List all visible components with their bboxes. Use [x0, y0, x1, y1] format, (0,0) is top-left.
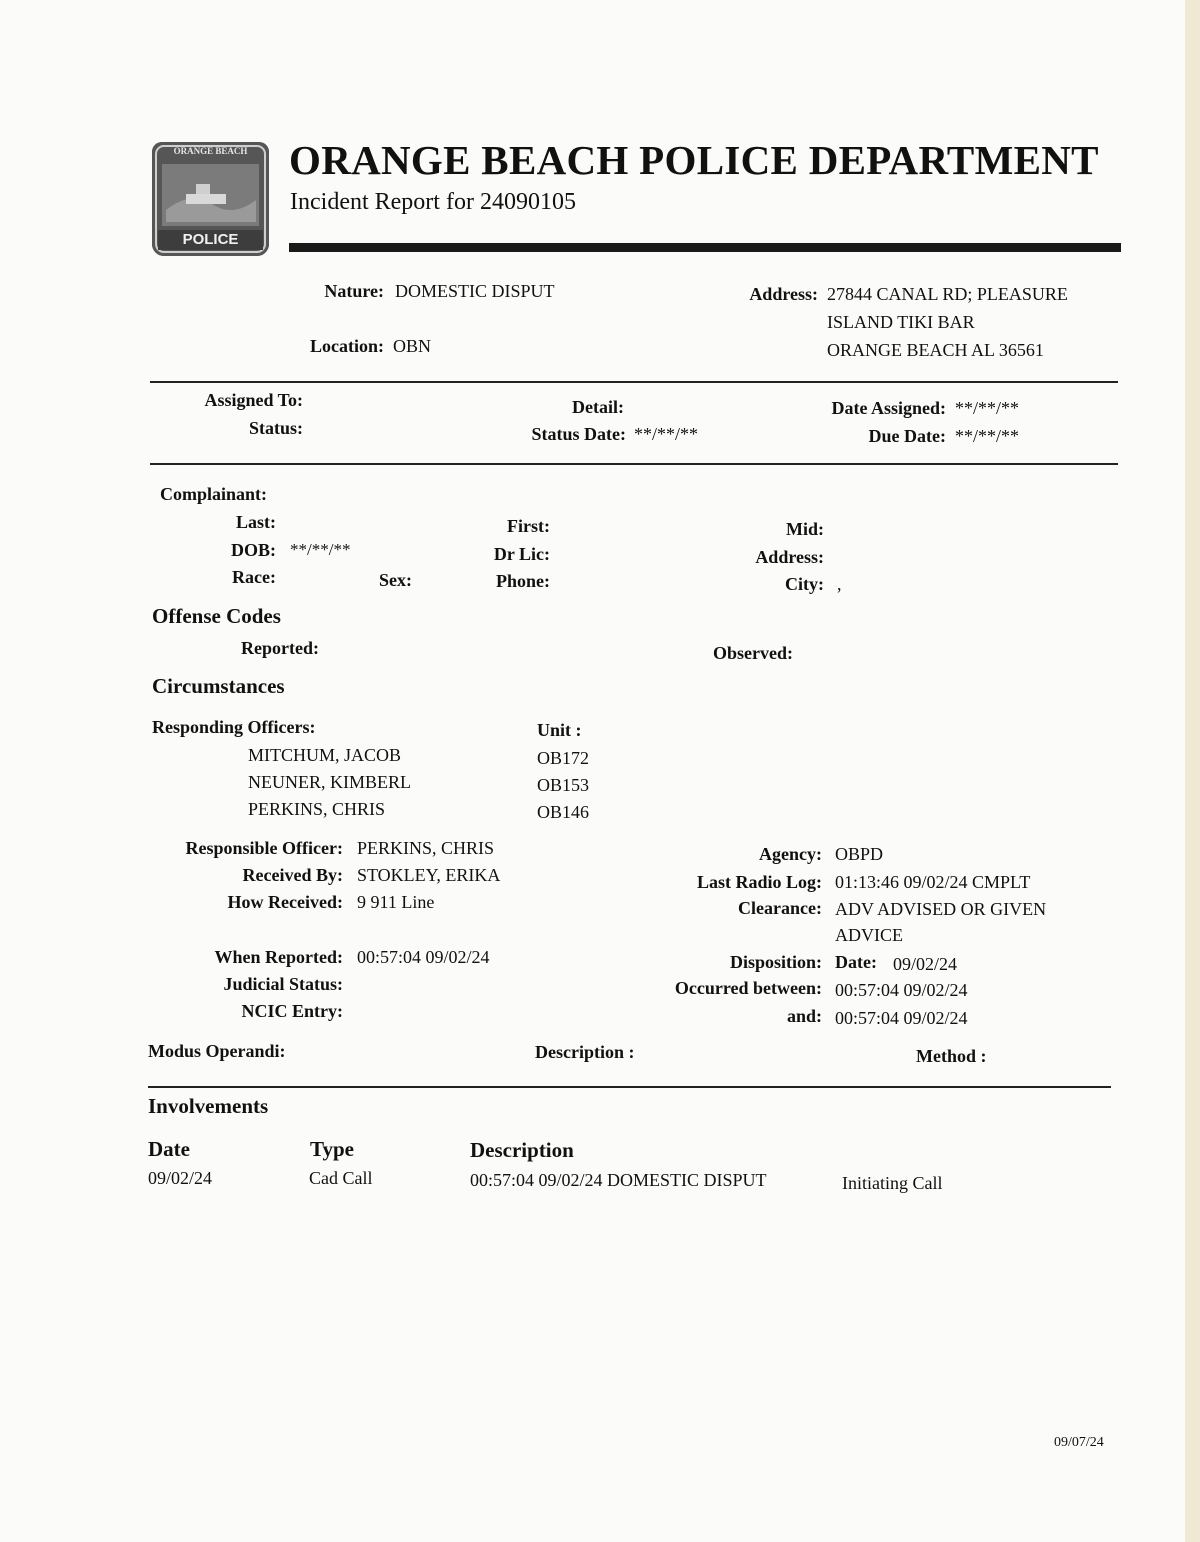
- ncic-entry-label: NCIC Entry:: [241, 1001, 343, 1021]
- unit-label: Unit :: [537, 720, 582, 740]
- assigned-to-label: Assigned To:: [204, 390, 303, 410]
- report-subtitle: Incident Report for 24090105: [290, 189, 576, 215]
- dob-value: **/**/**: [290, 540, 351, 559]
- last-label: Last:: [236, 512, 276, 532]
- responding-officers-label: Responding Officers:: [152, 717, 316, 737]
- divider: [150, 381, 1118, 383]
- status-date-value: **/**/**: [634, 424, 699, 444]
- involvements-heading: Involvements: [148, 1094, 269, 1118]
- occurred-and-label: and:: [786, 1006, 822, 1026]
- responsible-officer-value: PERKINS, CHRIS: [357, 838, 495, 858]
- drlic-label: Dr Lic:: [493, 544, 550, 564]
- clearance-value-line-1: ADV ADVISED OR GIVEN: [835, 899, 1047, 919]
- observed-label: Observed:: [713, 643, 793, 663]
- judicial-status-label: Judicial Status:: [223, 974, 343, 994]
- divider: [148, 1086, 1111, 1088]
- clearance-label: Clearance:: [738, 898, 822, 918]
- dob-label: DOB:: [231, 540, 276, 560]
- when-reported-label: When Reported:: [214, 947, 343, 967]
- col-type-header: Type: [310, 1137, 354, 1161]
- col-date-header: Date: [148, 1137, 190, 1161]
- col-description-header: Description: [470, 1138, 574, 1162]
- status-label: Status:: [248, 418, 303, 438]
- due-date-label: Due Date:: [868, 426, 946, 446]
- city-label: City:: [785, 574, 824, 594]
- due-date-value: **/**/**: [955, 426, 1020, 446]
- location-label: Location:: [310, 336, 384, 356]
- offense-codes-heading: Offense Codes: [152, 604, 281, 628]
- last-radio-log-value: 01:13:46 09/02/24 CMPLT: [835, 872, 1031, 892]
- officer-name: NEUNER, KIMBERL: [248, 772, 411, 792]
- disposition-date-label: Date:: [835, 952, 877, 972]
- occurred-between-label: Occurred between:: [674, 978, 822, 998]
- description-label: Description :: [535, 1042, 635, 1062]
- complainant-heading: Complainant:: [160, 484, 268, 504]
- date-assigned-value: **/**/**: [955, 398, 1020, 418]
- sex-label: Sex:: [379, 570, 412, 590]
- how-received-label: How Received:: [227, 892, 343, 912]
- disposition-date-value: 09/02/24: [893, 954, 958, 974]
- department-title: ORANGE BEACH POLICE DEPARTMENT: [289, 137, 1099, 183]
- involvement-description: 00:57:04 09/02/24 DOMESTIC DISPUT: [470, 1170, 767, 1190]
- location-value: OBN: [393, 336, 432, 356]
- date-assigned-label: Date Assigned:: [831, 398, 946, 418]
- address-line-3: ORANGE BEACH AL 36561: [827, 340, 1044, 360]
- officer-name: MITCHUM, JACOB: [248, 745, 402, 765]
- page-edge: [1185, 0, 1200, 1542]
- header-rule: [289, 243, 1121, 252]
- involvement-date: 09/02/24: [148, 1168, 213, 1188]
- officer-name: PERKINS, CHRIS: [248, 799, 386, 819]
- received-by-label: Received By:: [242, 865, 343, 885]
- received-by-value: STOKLEY, ERIKA: [357, 865, 501, 885]
- officer-unit: OB172: [537, 748, 590, 768]
- responsible-officer-label: Responsible Officer:: [185, 838, 343, 858]
- status-date-label: Status Date:: [531, 424, 626, 444]
- officer-unit: OB146: [537, 802, 590, 822]
- nature-label: Nature:: [324, 281, 384, 301]
- divider: [150, 463, 1118, 465]
- last-radio-log-label: Last Radio Log:: [696, 872, 822, 892]
- occurred-from-value: 00:57:04 09/02/24: [835, 980, 968, 1000]
- how-received-value: 9 911 Line: [357, 892, 435, 912]
- detail-label: Detail:: [572, 397, 624, 417]
- nature-value: DOMESTIC DISPUT: [395, 281, 555, 301]
- reported-label: Reported:: [241, 638, 319, 658]
- agency-value: OBPD: [835, 844, 884, 864]
- badge-bottom-text: POLICE: [182, 231, 239, 248]
- when-reported-value: 00:57:04 09/02/24: [357, 947, 490, 967]
- clearance-value-line-2: ADVICE: [835, 925, 903, 945]
- address-line-2: ISLAND TIKI BAR: [827, 312, 975, 332]
- circumstances-heading: Circumstances: [152, 674, 285, 698]
- modus-operandi-label: Modus Operandi:: [148, 1041, 286, 1061]
- address-line-1: 27844 CANAL RD; PLEASURE: [827, 284, 1068, 304]
- city-value: ,: [837, 574, 842, 594]
- involvement-note: Initiating Call: [842, 1173, 943, 1193]
- mid-label: Mid:: [786, 519, 824, 539]
- agency-label: Agency:: [759, 844, 822, 864]
- involvement-type: Cad Call: [309, 1168, 373, 1188]
- method-label: Method :: [916, 1046, 987, 1066]
- first-label: First:: [507, 516, 550, 536]
- occurred-to-value: 00:57:04 09/02/24: [835, 1008, 968, 1028]
- address-label: Address:: [749, 284, 818, 304]
- complainant-address-label: Address:: [755, 547, 824, 567]
- badge-top-text: ORANGE BEACH: [173, 146, 248, 156]
- race-label: Race:: [232, 567, 276, 587]
- disposition-label: Disposition:: [729, 952, 822, 972]
- phone-label: Phone:: [496, 571, 550, 591]
- officer-unit: OB153: [537, 775, 590, 795]
- print-date: 09/07/24: [1054, 1435, 1104, 1450]
